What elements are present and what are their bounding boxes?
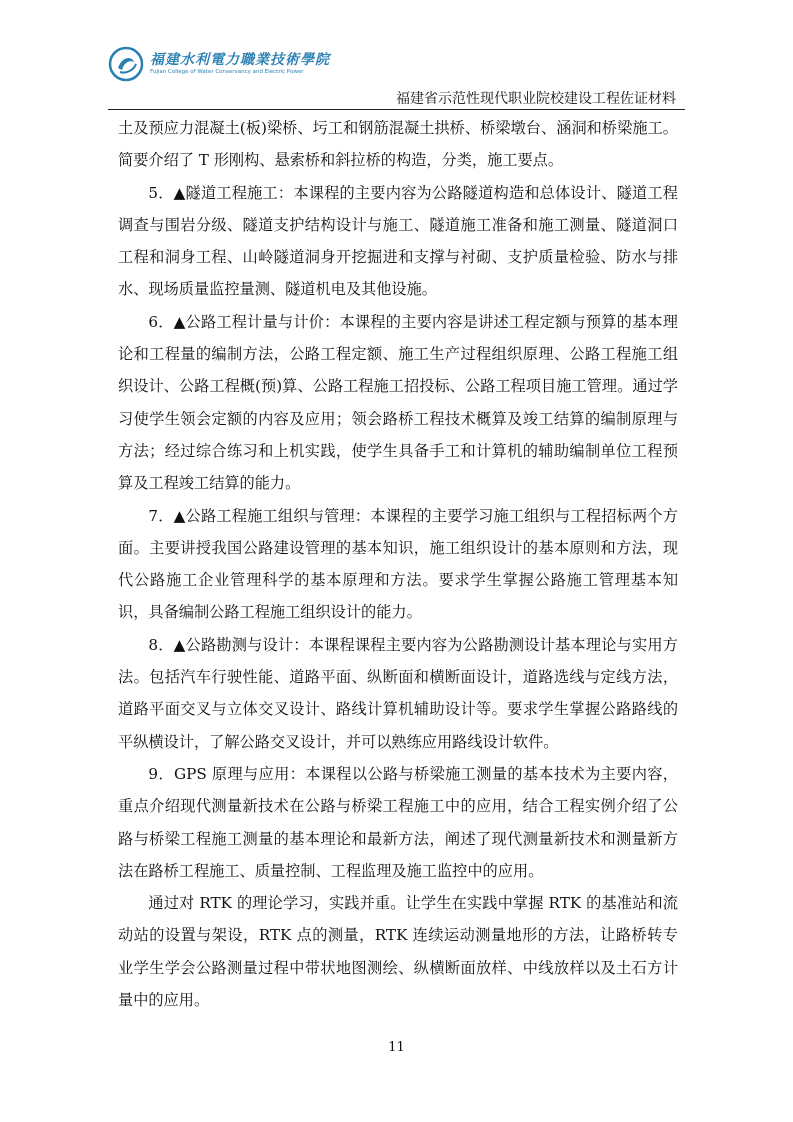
paragraph-rtk: 通过对 RTK 的理论学习，实践并重。让学生在实践中掌握 RTK 的基准站和流动站的设置与架设，RTK 点的测量，RTK 连续运动测量地形的方法，让路桥转专业学生学会公路测量过程中带状地图测绘、纵横断面放样、中线放样以及土石方计量中的应用。 xyxy=(118,894,678,1010)
paragraph-item-8: 8．▲公路勘测与设计：本课程课程主要内容为公路勘测设计基本理论与实用方法。包括汽车行驶性能、道路平面、纵断面和横断面设计，道路选线与定线方法，道路平面交叉与立体交叉设计、路线计算机辅助设计等。要求学生掌握公路路线的平纵横设计，了解公路交叉设计，并可以熟练应用路线设计软件。 xyxy=(118,635,678,751)
logo-text-cn: 福建水利電力職業技術學院 xyxy=(150,52,330,68)
header-title: 福建省示范性现代职业院校建设工程佐证材料 xyxy=(396,91,676,107)
body-text xyxy=(118,112,678,1016)
paragraph-item-7: 7．▲公路工程施工组织与管理：本课程的主要学习施工组织与工程招标两个方面。主要讲授我国公路建设管理的基本知识，施工组织设计的基本原则和方法，现代公路施工企业管理科学的基本原理和方法。要求学生掌握公路施工管理基本知识，具备编制公路工程施工组织设计的能力。 xyxy=(118,506,678,622)
paragraph-item-6: 6．▲公路工程计量与计价：本课程的主要内容是讲述工程定额与预算的基本理论和工程量的编制方法，公路工程定额、施工生产过程组织原理、公路工程施工组织设计、公路工程概(预)算、公路工程施工招投标、公路工程项目施工管理。通过学习使学生领会定额的内容及应用；领会路桥工程技术概算及竣工结算的编制原理与方法；经过综合练习和上机实践，使学生具备手工和计算机的辅助编制单位工程预算及工程竣工结算的能力。 xyxy=(118,312,678,493)
page-number: 11 xyxy=(388,1040,405,1055)
header-divider xyxy=(108,109,685,110)
college-logo xyxy=(108,46,330,82)
paragraph-continuation: 土及预应力混凝土(板)梁桥、圬工和钢筋混凝土拱桥、桥梁墩台、涵洞和桥梁施工。简要介绍了 T 形刚构、悬索桥和斜拉桥的构造，分类，施工要点。 xyxy=(118,119,678,170)
paragraph-item-9: 9．GPS 原理与应用：本课程以公路与桥梁施工测量的基本技术为主要内容，重点介绍现代测量新技术在公路与桥梁工程施工中的应用，结合工程实例介绍了公路与桥梁工程施工测量的基本理论和最新方法，阐述了现代测量新技术和测量新方法在路桥工程施工、质量控制、工程监理及施工监控中的应用。 xyxy=(118,764,678,880)
logo-text-en: Fujian College of Water Conservancy and Electric Power xyxy=(150,69,304,75)
paragraph-item-5: 5．▲隧道工程施工：本课程的主要内容为公路隧道构造和总体设计、隧道工程调查与围岩分级、隧道支护结构设计与施工、隧道施工准备和施工测量、隧道洞口工程和洞身工程、山岭隧道洞身开挖掘进和支撑与衬砌、支护质量检验、防水与排水、现场质量监控量测、隧道机电及其他设施。 xyxy=(118,183,678,299)
college-emblem-icon xyxy=(108,46,144,82)
